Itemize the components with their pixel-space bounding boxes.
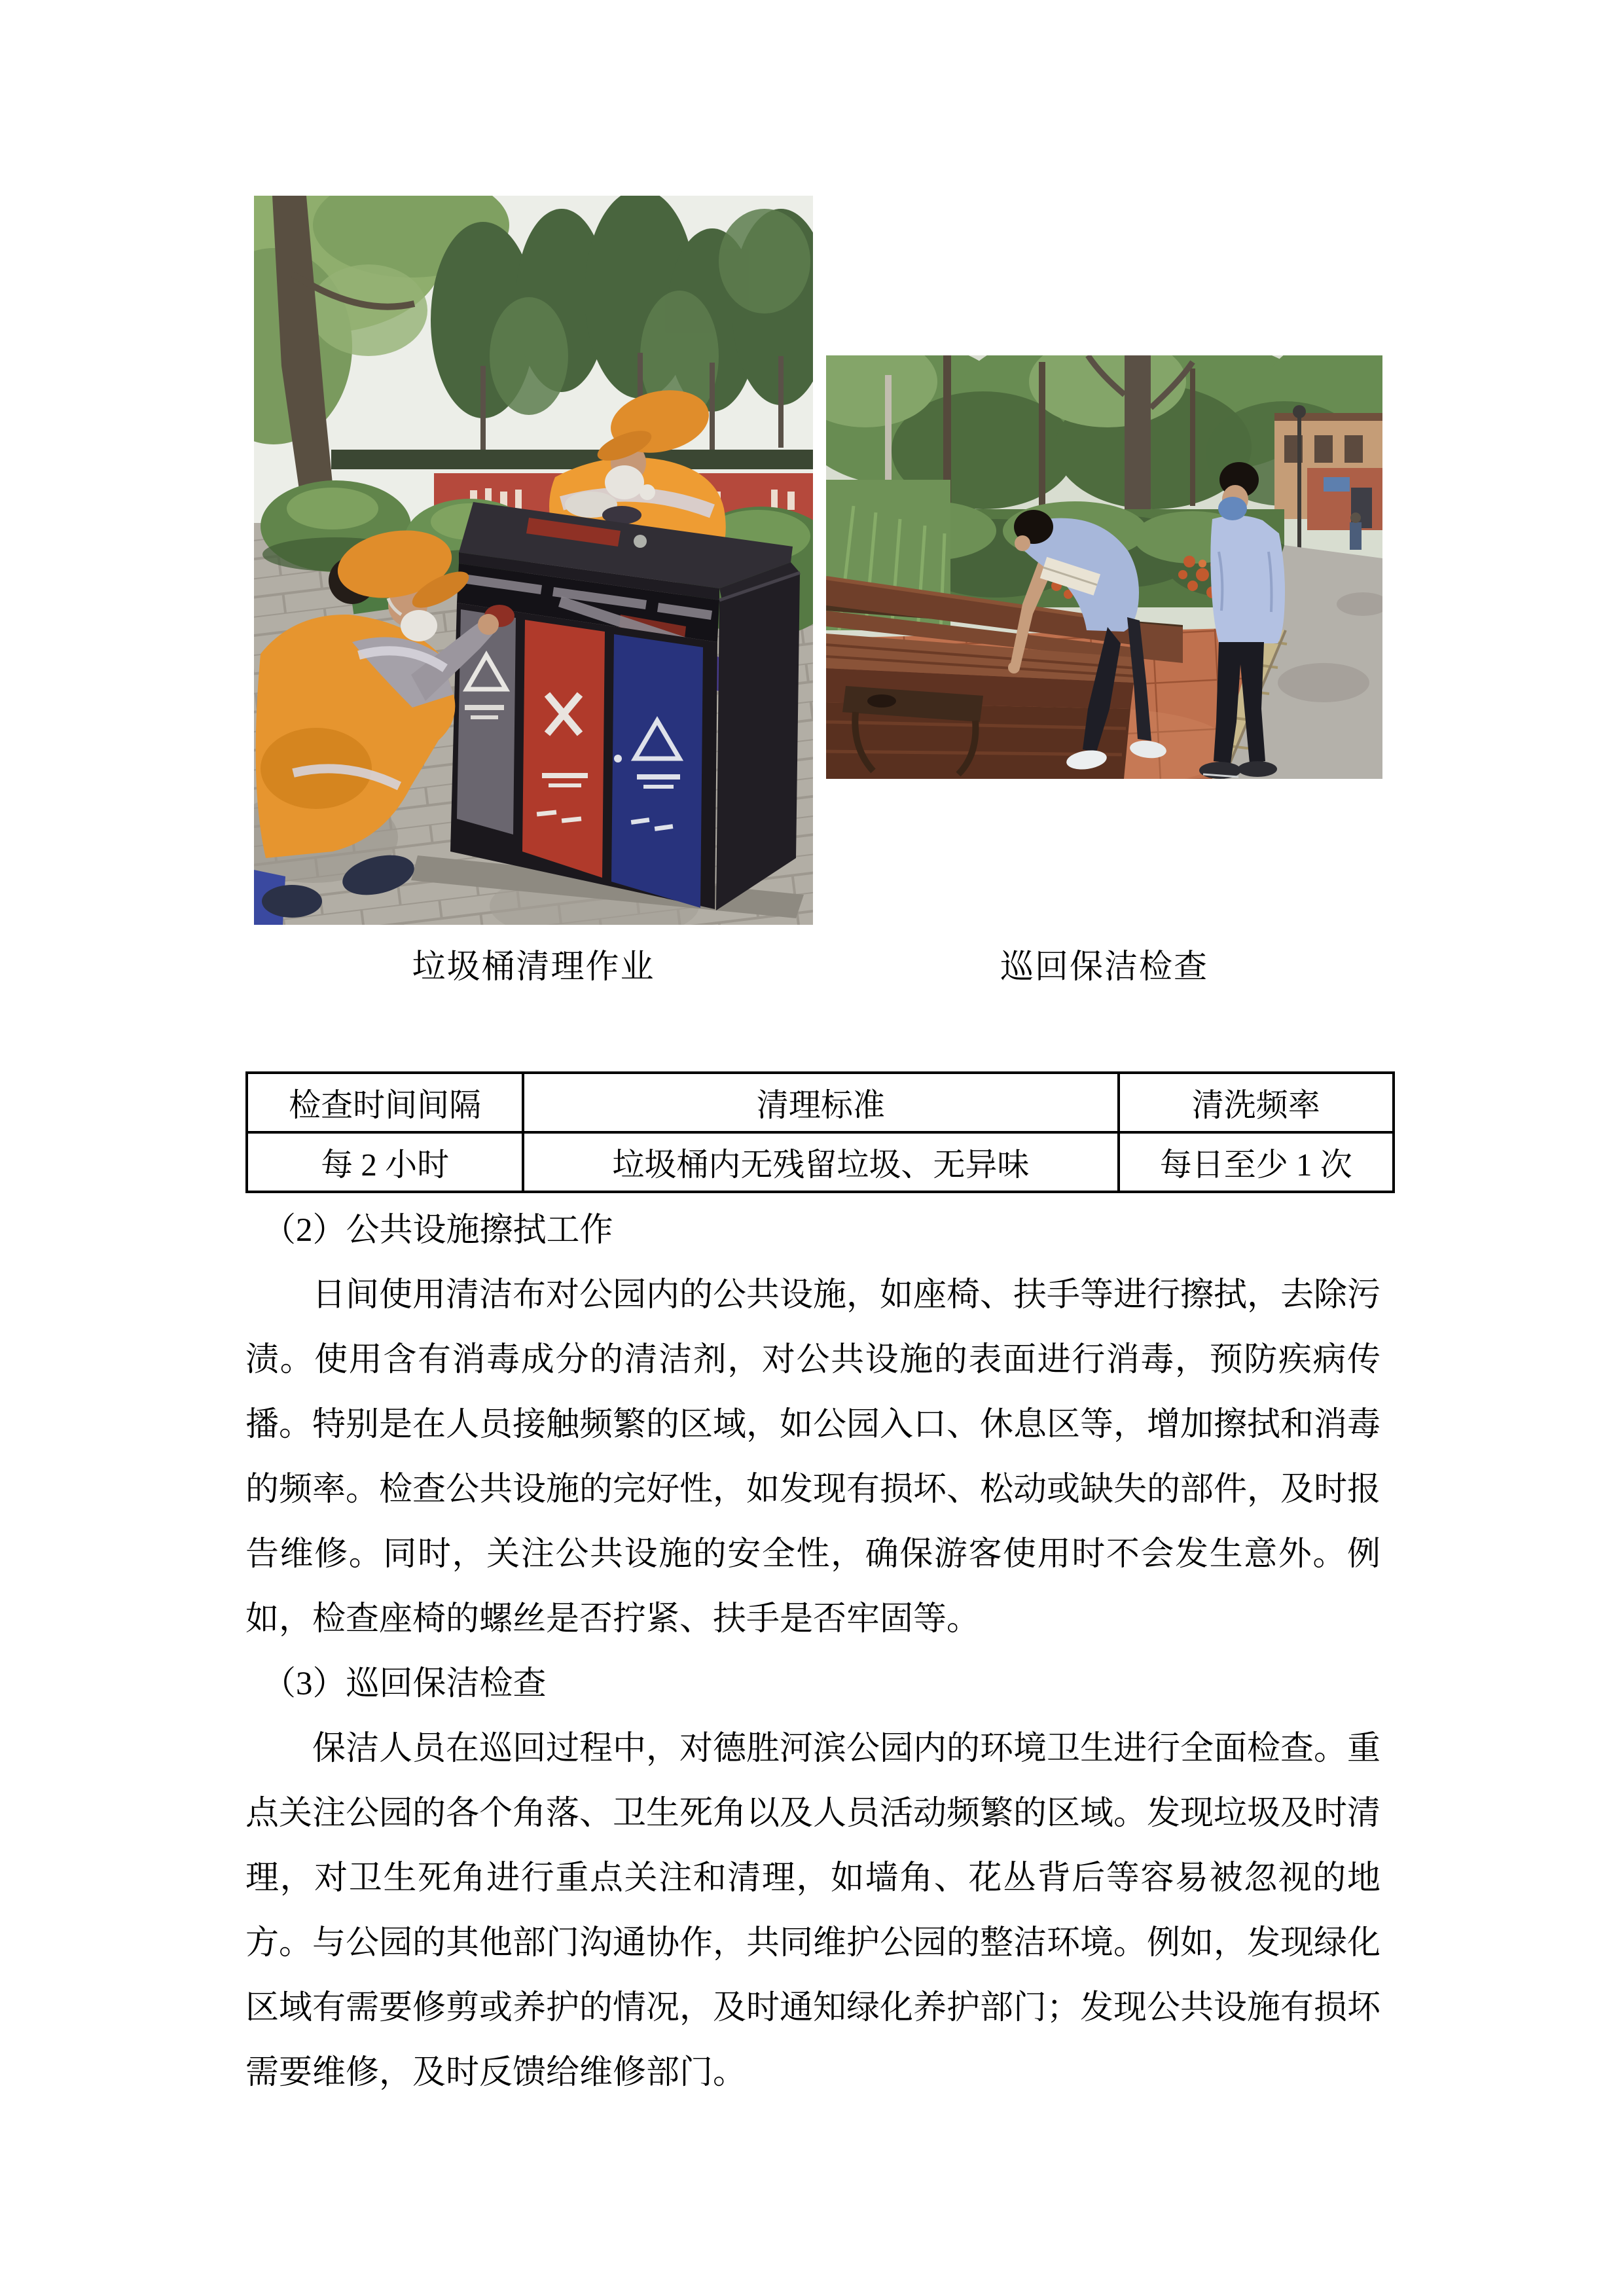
paragraph-line: 点关注公园的各个角落、卫生死角以及人员活动频繁的区域。发现垃圾及时清 [245,1795,1381,1832]
paragraph-line: 的频率。检查公共设施的完好性，如发现有损坏、松动或缺失的部件，及时报 [245,1471,1381,1508]
content-block [245,1071,1395,2106]
paragraph-line: 播。特别是在人员接触频繁的区域，如公园入口、休息区等，增加擦拭和消毒 [245,1407,1381,1443]
section-heading-facility-wiping: （2）公共设施擦拭工作 [262,1212,613,1249]
paragraph-line: 日间使用清洁布对公园内的公共设施，如座椅、扶手等进行擦拭，去除污 [312,1277,1381,1314]
trash-bin-cleaning-illustration [254,196,813,925]
paragraph-line: 告维修。同时，关注公共设施的安全性，确保游客使用时不会发生意外。例 [245,1536,1380,1573]
table-data-row [247,1132,1394,1192]
three-compartment-trash-bin [450,502,800,910]
header-cleaning-standard: 清理标准 [523,1073,1118,1132]
cleaning-standard-table [245,1071,1395,1193]
paragraph-line: 保洁人员在巡回过程中，对德胜河滨公园内的环境卫生进行全面检查。重 [312,1731,1381,1767]
paragraph-line: 渍。使用含有消毒成分的清洁剂，对公共设施的表面进行消毒，预防疾病传 [245,1342,1380,1378]
header-check-interval: 检查时间间隔 [247,1073,523,1132]
paragraph-line: 理，对卫生死角进行重点关注和清理，如墙角、花丛背后等容易被忽视的地 [245,1860,1380,1897]
cell-cleaning-standard: 垃圾桶内无残留垃圾、无异味 [523,1132,1118,1192]
photo-patrol-inspection [826,355,1382,779]
paragraph-line: 区域有需要修剪或养护的情况，及时通知绿化养护部门；发现公共设施有损坏 [245,1990,1381,2026]
paragraph-line: 需要维修，及时反馈给维修部门。 [245,2054,747,2091]
cell-check-interval: 每 2 小时 [247,1132,523,1192]
patrol-inspection-illustration [826,355,1382,779]
photo-trash-bin-cleaning [254,196,813,925]
body-text [245,1198,1380,2106]
paragraph-line: 方。与公园的其他部门沟通协作，共同维护公园的整洁环境。例如，发现绿化 [245,1925,1381,1962]
section-heading-patrol-inspection: （3）巡回保洁检查 [262,1666,547,1702]
paragraph-line: 如，检查座椅的螺丝是否拧紧、扶手是否牢固等。 [245,1601,981,1638]
table-header-row [247,1073,1394,1132]
cell-wash-frequency: 每日至少 1 次 [1119,1132,1394,1192]
header-wash-frequency: 清洗频率 [1119,1073,1394,1132]
caption-patrol-inspection: 巡回保洁检查 [1000,949,1208,986]
caption-trash-bin-cleaning: 垃圾桶清理作业 [412,949,655,986]
